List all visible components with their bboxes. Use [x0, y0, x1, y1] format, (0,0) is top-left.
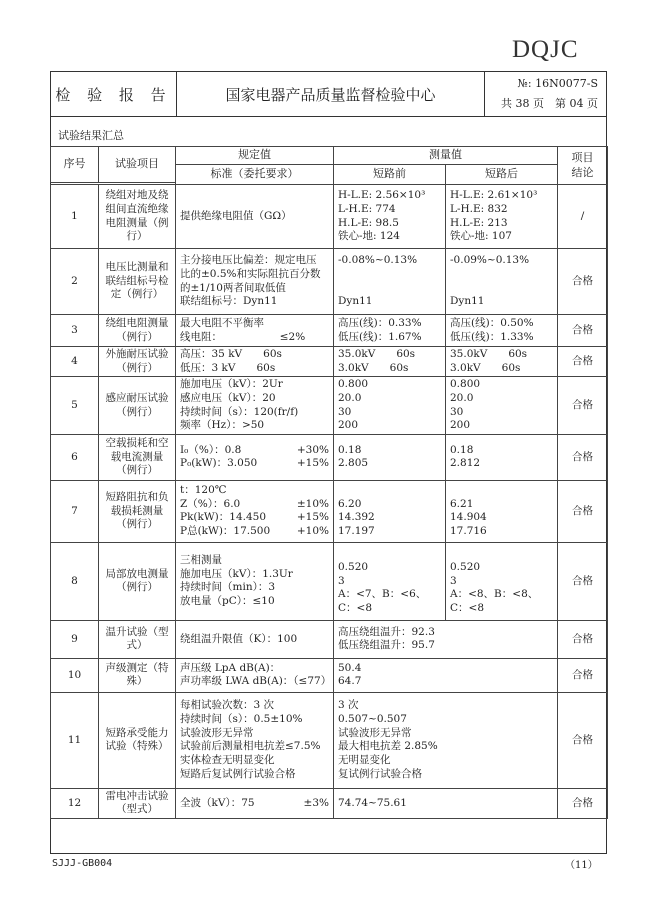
- spec-value-line: 高压：35 kV 60s: [180, 348, 282, 360]
- after-short-circuit-line: 14.904: [450, 511, 487, 524]
- spec-value: [176, 185, 334, 249]
- measured-value-line: 试验波形无异常: [338, 726, 412, 739]
- before-short-circuit-line: 14.392: [338, 511, 375, 524]
- measured-value-line: 最大相电抗差 2.85%: [338, 740, 438, 753]
- spec-value-line: 持续时间（s）：0.5±10%: [180, 713, 303, 726]
- report-header: [50, 71, 607, 117]
- measured-value-line: 无明显变化: [338, 753, 391, 766]
- before-short-circuit-line: -0.08%~0.13%: [338, 254, 418, 267]
- spec-value: [176, 249, 334, 315]
- table-row: [51, 620, 608, 658]
- after-short-circuit-line: 铁心-地: 107: [450, 230, 512, 243]
- before-short-circuit-line: 高压(线)：0.33%: [338, 316, 422, 329]
- spec-value-line: 每相试验次数：3 次: [180, 699, 275, 712]
- spec-value: [176, 620, 334, 658]
- test-item: 外施耐压试验（例行）: [99, 347, 176, 377]
- measured-value-line: 低压绕组温升：95.7: [338, 639, 435, 652]
- table-row: [51, 315, 608, 347]
- result-verdict: /: [558, 185, 608, 249]
- test-item: 短路阻抗和负载损耗测量（例行）: [99, 480, 176, 542]
- after-short-circuit-line: C：<8: [450, 601, 485, 614]
- result-verdict: 合格: [558, 315, 608, 347]
- spec-value-line: 联结组标号：Dyn11: [180, 295, 278, 308]
- spec-pair: [180, 457, 329, 471]
- before-short-circuit-line: 低压(线)：1.67%: [338, 330, 422, 343]
- before-short-circuit-line: C：<8: [338, 601, 373, 614]
- section-title: 试验结果汇总: [58, 129, 124, 142]
- spec-value-line: 持续时间（min）：3: [180, 581, 276, 594]
- result-verdict: 合格: [558, 620, 608, 658]
- measured-value-line: 高压绕组温升：92.3: [338, 625, 435, 638]
- measured-value: [334, 692, 558, 788]
- spec-label: P总(kW)：17.500: [180, 524, 271, 537]
- before-short-circuit-line: 2.805: [338, 457, 369, 470]
- report-meta: [485, 72, 606, 116]
- before-short-circuit-line: H.L-E: 98.5: [338, 216, 399, 229]
- measured-value: [334, 658, 558, 692]
- spec-tolerance: +30%: [296, 443, 329, 456]
- report-label: 检 验 报 告: [51, 72, 177, 116]
- after-short-circuit-line: -0.09%~0.13%: [450, 254, 530, 267]
- spec-pair: [180, 484, 329, 498]
- after-short-circuit-line: H.L-E: 213: [450, 216, 508, 229]
- before-short-circuit-line: Dyn11: [338, 295, 373, 308]
- before-short-circuit-line: 0.18: [338, 443, 362, 456]
- test-item: 电压比测量和联结组标号检定（例行）: [99, 249, 176, 315]
- spec-value-line: 施加电压（kV）：1.3Ur: [180, 567, 293, 580]
- spec-value-line: 试验波形无异常: [180, 726, 254, 739]
- before-short-circuit: [334, 249, 446, 315]
- before-short-circuit-line: [338, 547, 441, 561]
- result-verdict: 合格: [558, 434, 608, 480]
- before-short-circuit-line: 200: [338, 419, 359, 432]
- after-short-circuit-line: L-H.E: 832: [450, 202, 508, 215]
- spec-value: [176, 480, 334, 542]
- before-short-circuit-line: 铁心-地: 124: [338, 230, 400, 243]
- form-code: SJJJ-GB004: [52, 858, 113, 869]
- page-count: 共 38 页 第 04 页: [501, 97, 598, 111]
- after-short-circuit-line: 0.520: [450, 560, 481, 573]
- row-number: 1: [51, 185, 99, 249]
- before-short-circuit-line: 0.520: [338, 560, 369, 573]
- spec-tolerance: +10%: [296, 524, 329, 537]
- test-item: 绕组对地及绕组间直流绝缘电阻测量（例行）: [99, 185, 176, 249]
- after-short-circuit-line: 3.0kV 60s: [450, 361, 521, 374]
- result-verdict: 合格: [558, 249, 608, 315]
- spec-value: [176, 692, 334, 788]
- before-short-circuit-line: L-H.E: 774: [338, 202, 396, 215]
- row-number: 3: [51, 315, 99, 347]
- col-spec-sub-header: 标准（委托要求）: [176, 165, 334, 185]
- test-item: 短路承受能力试验（特殊）: [99, 692, 176, 788]
- after-short-circuit: [446, 249, 558, 315]
- after-short-circuit: [446, 347, 558, 377]
- report-number: №: 16N0077-S: [517, 76, 598, 90]
- result-verdict: 合格: [558, 347, 608, 377]
- spec-tolerance: ±10%: [296, 497, 329, 510]
- spec-value: [176, 377, 334, 435]
- spec-value-line: 声压级 LpA dB(A)：: [180, 661, 281, 674]
- before-short-circuit-line: [338, 484, 441, 498]
- before-short-circuit-line: [338, 282, 441, 296]
- spec-value: [176, 788, 334, 818]
- spec-value-line: 最大电阻不平衡率: [180, 316, 264, 329]
- test-item: 声级测定（特殊）: [99, 658, 176, 692]
- result-verdict: 合格: [558, 692, 608, 788]
- spec-value-line: 施加电压（kV）：2Ur: [180, 378, 283, 391]
- result-verdict: 合格: [558, 377, 608, 435]
- after-short-circuit-line: 200: [450, 419, 471, 432]
- col-after-header: 短路后: [446, 165, 558, 185]
- spec-value-line: 线电阻： ≤2%: [180, 330, 306, 343]
- table-row: [51, 347, 608, 377]
- after-short-circuit-line: [450, 547, 553, 561]
- results-body: [51, 185, 608, 819]
- spec-pair: [180, 525, 329, 539]
- after-short-circuit-line: 0.18: [450, 443, 474, 456]
- after-short-circuit-line: Dyn11: [450, 295, 485, 308]
- table-row: [51, 377, 608, 435]
- after-short-circuit-line: 高压(线)：0.50%: [450, 316, 534, 329]
- after-short-circuit-line: 2.812: [450, 457, 481, 470]
- col-spec-header: 规定值: [176, 147, 334, 165]
- col-before-header: 短路前: [334, 165, 446, 185]
- after-short-circuit: [446, 377, 558, 435]
- after-short-circuit-line: H-L.E: 2.61×10³: [450, 189, 538, 202]
- footer-page: （11）: [565, 860, 598, 871]
- before-short-circuit-line: 30: [338, 405, 352, 418]
- after-short-circuit-line: 30: [450, 405, 464, 418]
- before-short-circuit-line: A：<7、B：<6、: [338, 588, 427, 601]
- spec-pair: [180, 797, 329, 811]
- test-item: 感应耐压试验（例行）: [99, 377, 176, 435]
- organization-name: 国家电器产品质量监督检验中心: [177, 72, 485, 116]
- after-short-circuit: [446, 315, 558, 347]
- col-result-header: 项目 结论: [558, 147, 608, 185]
- measured-value: [334, 620, 558, 658]
- spec-value-line: 提供绝缘电阻值（GΩ）: [180, 209, 292, 222]
- spec-value-line: 短路后复试例行试验合格: [180, 767, 296, 780]
- after-short-circuit-line: [450, 282, 553, 296]
- result-verdict: 合格: [558, 788, 608, 818]
- after-short-circuit-line: 20.0: [450, 391, 474, 404]
- spec-value-line: 的±1/10两者间取低值: [180, 281, 286, 294]
- test-item: 温升试验（型式）: [99, 620, 176, 658]
- before-short-circuit-line: H-L.E: 2.56×10³: [338, 189, 426, 202]
- spec-value-line: 感应电压（kV）：20: [180, 391, 276, 404]
- spec-value-line: 放电量（pC）：≤10: [180, 594, 275, 607]
- row-number: 4: [51, 347, 99, 377]
- spec-value-line: 声功率级 LWA dB(A)：（≤77）: [180, 675, 332, 688]
- test-item: 空载损耗和空载电流测量（例行）: [99, 434, 176, 480]
- test-item: 雷电冲击试验（型式）: [99, 788, 176, 818]
- after-short-circuit-line: 6.21: [450, 497, 474, 510]
- table-row: [51, 480, 608, 542]
- table-row: [51, 788, 608, 818]
- before-short-circuit-line: 3: [338, 574, 345, 587]
- measured-value-line: 74.74~75.61: [338, 796, 407, 809]
- spec-value-line: 试验前后测量相电抗差≤7.5%: [180, 740, 321, 753]
- col-seq-header: 序号: [51, 147, 99, 183]
- spec-tolerance: ±3%: [303, 796, 329, 809]
- row-number: 6: [51, 434, 99, 480]
- before-short-circuit-line: [338, 268, 441, 282]
- before-short-circuit-line: 35.0kV 60s: [338, 348, 416, 360]
- after-short-circuit-line: 17.716: [450, 524, 487, 537]
- after-short-circuit-line: 35.0kV 60s: [450, 348, 528, 360]
- col-item-header: 试验项目: [99, 147, 176, 183]
- before-short-circuit: [334, 434, 446, 480]
- spec-value: [176, 347, 334, 377]
- spec-label: P₀(kW)：3.050: [180, 457, 258, 470]
- before-short-circuit: [334, 542, 446, 620]
- result-verdict: 合格: [558, 542, 608, 620]
- row-number: 12: [51, 788, 99, 818]
- spec-label: Z（%）：6.0: [180, 497, 241, 510]
- spec-value-line: 主分接电压比偏差：规定电压: [180, 254, 317, 267]
- spec-value-line: 实体检查无明显变化: [180, 753, 275, 766]
- col-measured-header: 测量值: [334, 147, 558, 165]
- measured-value-line: 64.7: [338, 675, 362, 688]
- table-row: [51, 434, 608, 480]
- before-short-circuit: [334, 377, 446, 435]
- spec-value: [176, 434, 334, 480]
- after-short-circuit-line: 3: [450, 574, 457, 587]
- spec-tolerance: +15%: [296, 457, 329, 470]
- after-short-circuit-line: A：<8、B：<8、: [450, 588, 539, 601]
- test-item: 局部放电测量（例行）: [99, 542, 176, 620]
- row-number: 11: [51, 692, 99, 788]
- row-number: 7: [51, 480, 99, 542]
- spec-value-line: 低压：3 kV 60s: [180, 361, 276, 374]
- spec-value-line: 绕组温升限值（K）：100: [180, 632, 298, 645]
- measured-value-line: 0.507~0.507: [338, 713, 407, 726]
- spec-pair: [180, 498, 329, 512]
- company-logo: DQJC: [512, 36, 579, 63]
- after-short-circuit-line: 低压(线)：1.33%: [450, 330, 534, 343]
- measured-value-line: 3 次: [338, 699, 359, 712]
- table-row: [51, 249, 608, 315]
- after-short-circuit: [446, 542, 558, 620]
- before-short-circuit: [334, 315, 446, 347]
- spec-label: I₀（%）：0.8: [180, 443, 242, 456]
- table-row: [51, 185, 608, 249]
- spec-value-line: 比的±0.5%和实际阻抗百分数: [180, 267, 321, 280]
- after-short-circuit: [446, 480, 558, 542]
- before-short-circuit-line: 3.0kV 60s: [338, 361, 409, 374]
- measured-value-line: 复试例行试验合格: [338, 767, 422, 780]
- row-number: 10: [51, 658, 99, 692]
- spec-value-line: 三相测量: [180, 554, 222, 567]
- before-short-circuit-line: 20.0: [338, 391, 362, 404]
- result-verdict: 合格: [558, 658, 608, 692]
- spec-label: 全波（kV）：75: [180, 796, 255, 809]
- spec-value: [176, 542, 334, 620]
- before-short-circuit-line: 6.20: [338, 497, 362, 510]
- table-row: [51, 692, 608, 788]
- spec-value: [176, 658, 334, 692]
- spec-pair: [180, 511, 329, 525]
- measured-value-line: 50.4: [338, 661, 362, 674]
- test-item: 绕组电阻测量（例行）: [99, 315, 176, 347]
- spec-tolerance: +15%: [296, 511, 329, 524]
- table-row: [51, 658, 608, 692]
- results-table: [50, 146, 608, 819]
- after-short-circuit-line: [450, 484, 553, 498]
- before-short-circuit-line: 0.800: [338, 378, 369, 391]
- after-short-circuit: [446, 185, 558, 249]
- spec-label: Pk(kW)：14.450: [180, 511, 267, 524]
- table-row: [51, 542, 608, 620]
- after-short-circuit: [446, 434, 558, 480]
- measured-value: [334, 788, 558, 818]
- row-number: 2: [51, 249, 99, 315]
- spec-value-line: 持续时间（s）：120(fr/f): [180, 405, 299, 418]
- before-short-circuit: [334, 347, 446, 377]
- after-short-circuit-line: 0.800: [450, 378, 481, 391]
- before-short-circuit: [334, 185, 446, 249]
- spec-value-line: 频率（Hz）：>50: [180, 419, 265, 432]
- spec-value: [176, 315, 334, 347]
- spec-label: t：120℃: [180, 484, 227, 497]
- after-short-circuit-line: [450, 268, 553, 282]
- result-verdict: 合格: [558, 480, 608, 542]
- before-short-circuit-line: 17.197: [338, 524, 375, 537]
- row-number: 5: [51, 377, 99, 435]
- row-number: 8: [51, 542, 99, 620]
- spec-pair: [180, 444, 329, 458]
- row-number: 9: [51, 620, 99, 658]
- before-short-circuit: [334, 480, 446, 542]
